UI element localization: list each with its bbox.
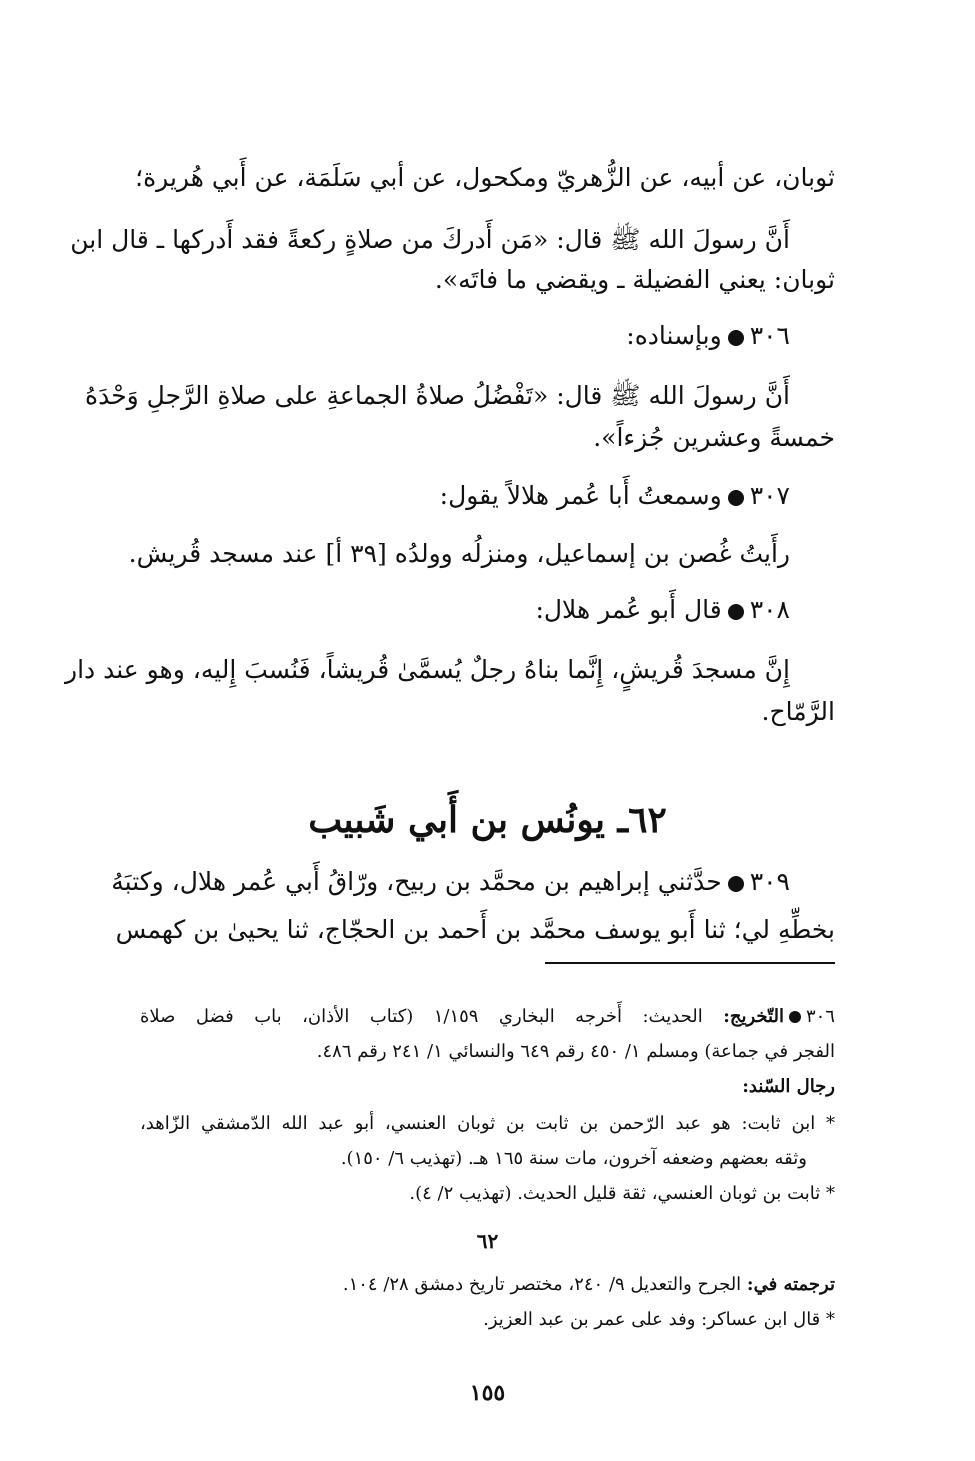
text-line: أَنَّ رسولَ الله ﷺ قال: «مَن أَدركَ من صلاةٍ ركعةً فقد أَدركها ـ قال ابن [70, 225, 790, 254]
text-line: ثوبان، عن أبيه، عن الزُّهريّ ومكحول، عن أبي سَلَمَة، عن أَبي هُريرة؛ [135, 163, 835, 192]
hadith-intro: وسمعتُ أَبا عُمر هلالاً يقول: [439, 481, 722, 510]
hadith-heading-307 [140, 478, 835, 518]
rijal-label: رجال السّند: [742, 1076, 835, 1097]
tarjama-label: ترجمته في: [746, 1274, 835, 1295]
tarjama-text: الجرح والتعديل ٩/ ٢٤٠، مختصر تاريخ دمشق ٢٨/ ١٠٤. [342, 1274, 742, 1295]
hadith-number: ٣٠٧ [749, 481, 790, 510]
bullet-icon [728, 490, 744, 506]
footnote-line: * ثابت بن ثوبان العنسي، ثقة قليل الحديث. (تهذيب ٢/ ٤). [409, 1183, 835, 1204]
text-line: بخطِّهِ لي؛ ثنا أَبو يوسف محمَّد بن أَحمد بن الحجّاج، ثنا يحيىٰ بن كهمس [115, 915, 835, 944]
hadith-number: ٣٠٩ [749, 867, 790, 896]
text-line: رأَيتُ غُصن بن إسماعيل، ومنزلُه وولدُه [٣٩ أ] عند مسجد قُريش. [128, 539, 790, 568]
page-number: ١٥٥ [469, 1380, 506, 1406]
text-line: خمسةً وعشرين جُزءاً». [593, 423, 835, 452]
section-heading: ٦٢ـ يونُس بن أَبي شَبيب [308, 799, 667, 841]
footnote-text: الحديث: أَخرجه البخاري ١/١٥٩ (كتاب الأذان، باب فضل صلاة [140, 1006, 703, 1027]
footnote-divider [545, 962, 835, 964]
bullet-icon [728, 876, 744, 892]
footnote-306 [140, 1003, 835, 1035]
bullet-icon [728, 330, 744, 346]
bullet-icon [728, 604, 744, 620]
hadith-intro: وبإسناده: [626, 321, 722, 350]
footnote-number: ٣٠٦ [805, 1006, 835, 1027]
footnote-line: الفجر في جماعة) ومسلم ١/ ٤٥٠ رقم ٦٤٩ والنسائي ١/ ٢٤١ رقم ٤٨٦. [316, 1041, 835, 1062]
footnote-line: وثقه بعضهم وضعفه آخرون، مات سنة ١٦٥ هـ. (تهذيب ٦/ ١٥٠). [340, 1148, 807, 1169]
hadith-intro: قال أَبو عُمر هلال: [535, 595, 722, 624]
text-line: ثوبان: يعني الفضيلة ـ ويقضي ما فاتَه». [434, 265, 835, 294]
hadith-text: حدَّثني إبراهيم بن محمَّد بن ربيح، ورّاقُ أَبي عُمر هلال، وكتبَهُ [111, 867, 722, 896]
text-line: أَنَّ رسولَ الله ﷺ قال: «تَفْضُلُ صلاةُ الجماعةِ على صلاةِ الرَّجلِ وَحْدَهُ [84, 381, 790, 410]
footnote-line: * ابن ثابت: هو عبد الرّحمن بن ثابت بن ثوبان العنسي، أبو عبد الله الدّمشقي الزّاهد، [140, 1113, 835, 1134]
hadith-number: ٣٠٦ [749, 321, 790, 350]
footnote-line: * قال ابن عساكر: وفد على عمر بن عبد العزيز. [483, 1309, 835, 1330]
hadith-heading-308 [140, 592, 835, 632]
hadith-heading-306 [140, 318, 835, 358]
hadith-number: ٣٠٨ [749, 595, 790, 624]
hadith-heading-309 [111, 864, 835, 904]
bullet-icon [789, 1011, 801, 1023]
footnote-62-number: ٦٢ [476, 1229, 499, 1253]
text-line: إِنَّ مسجدَ قُريشٍ، إِنَّما بناهُ رجلٌ يُسمَّىٰ قُريشاً، فَنُسبَ إِليه، وهو عند دار [65, 655, 790, 684]
text-line: الرَّمّاح. [761, 697, 835, 726]
footnote-label: التّخريج: [723, 1006, 784, 1027]
tarjama-line [140, 1271, 835, 1303]
